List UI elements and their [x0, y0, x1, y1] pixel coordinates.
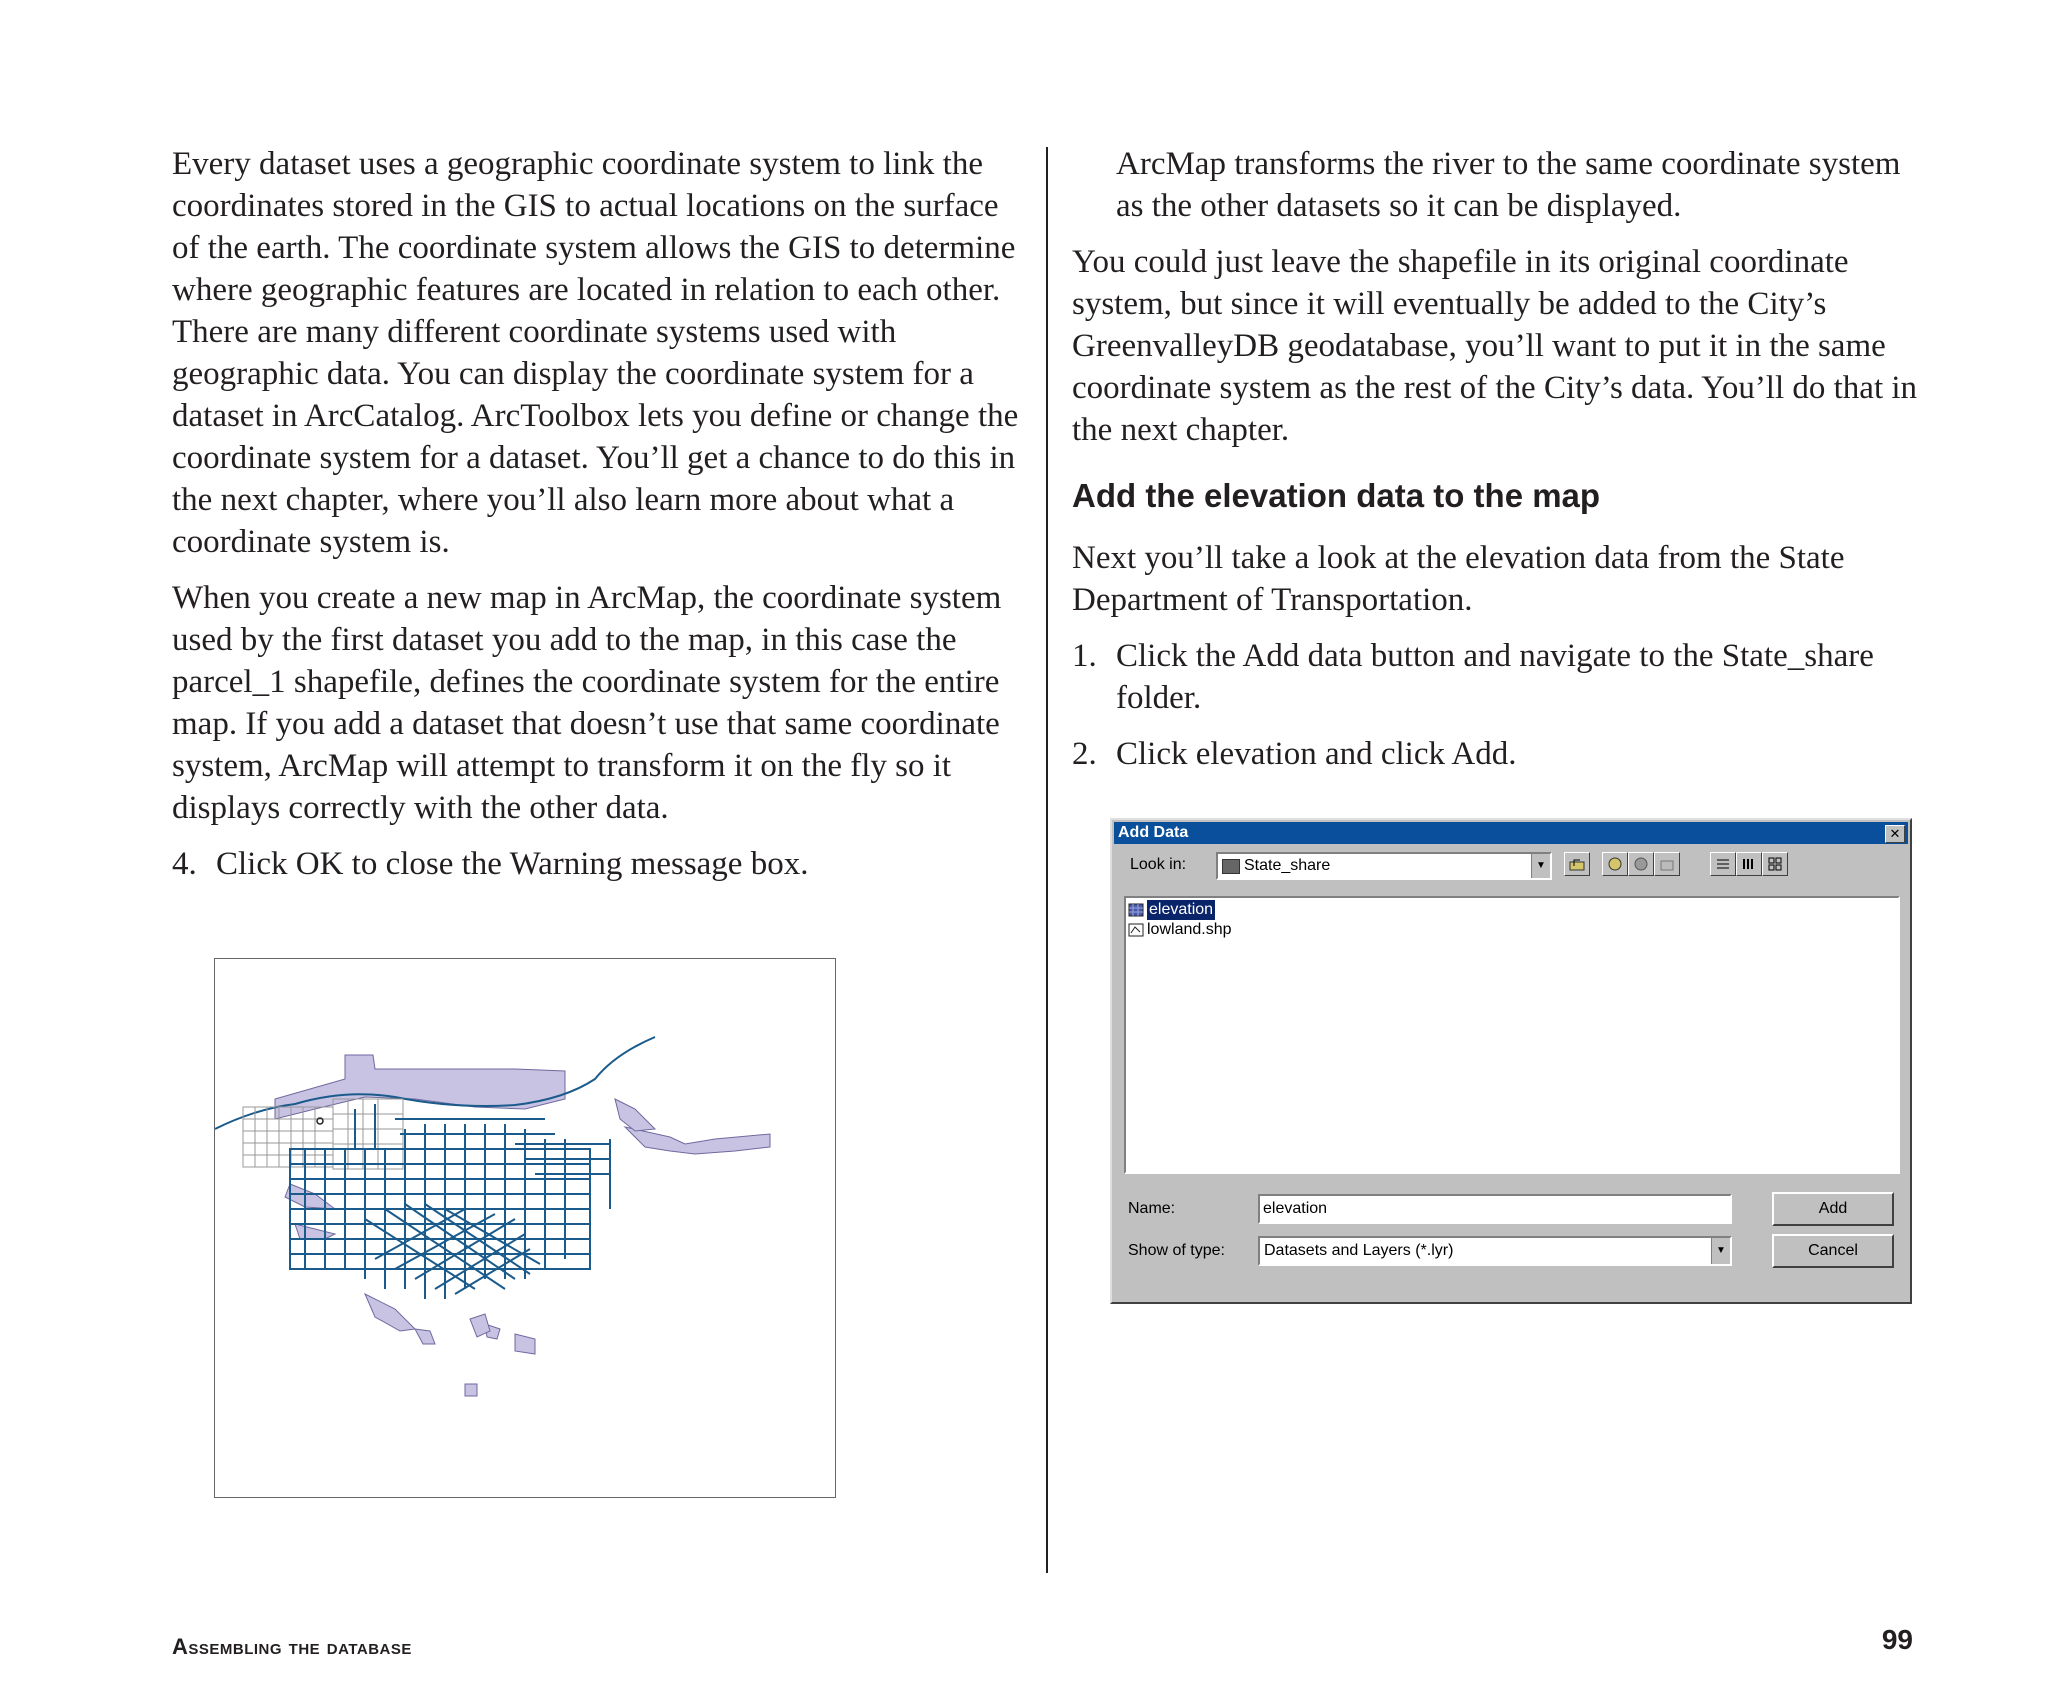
step-text: Click the Add data button and navigate to the State_share folder. — [1116, 638, 1874, 716]
shapefile-paragraph: You could just leave the shapefile in its original coordinate system, but since it will eventually be added to the City’s GreenvalleyDB geodatabase, you’ll want to put it in the same coordinate system as the rest of the City’s data. You’ll do that in the next chapter. — [1072, 244, 1918, 448]
thumbnail-view-icon — [1767, 857, 1783, 871]
column-divider — [1046, 147, 1048, 1573]
connect-icon — [1607, 857, 1623, 871]
dialog-title: Add Data — [1118, 824, 1189, 841]
right-column — [1072, 143, 1922, 775]
footer-section-title: Assembling the database — [172, 1634, 412, 1659]
page-number: 99 — [1881, 1624, 1913, 1655]
list-view-icon — [1715, 857, 1731, 871]
up-one-level-button[interactable] — [1564, 852, 1590, 876]
step-text: Click elevation and click Add. — [1116, 736, 1517, 772]
new-folder-icon — [1659, 857, 1675, 871]
disconnect-folder-button[interactable] — [1628, 852, 1654, 876]
dialog-titlebar — [1114, 822, 1908, 844]
look-in-combo[interactable] — [1216, 852, 1552, 880]
thumbnail-view-button[interactable] — [1762, 852, 1788, 876]
chevron-down-icon[interactable]: ▼ — [1711, 1238, 1730, 1264]
left-column — [172, 143, 1022, 885]
map-illustration — [215, 959, 835, 1497]
look-in-label: Look in: — [1130, 856, 1187, 873]
type-label: Show of type: — [1128, 1242, 1225, 1259]
new-folder-button[interactable] — [1654, 852, 1680, 876]
list-view-button[interactable] — [1710, 852, 1736, 876]
elevation-paragraph: Next you’ll take a look at the elevation data from the State Department of Transportation. — [1072, 540, 1845, 618]
file-list[interactable] — [1124, 896, 1900, 1174]
chevron-down-icon[interactable]: ▼ — [1531, 854, 1550, 878]
list-item[interactable] — [1128, 920, 1232, 940]
file-name: lowland.shp — [1147, 921, 1232, 938]
list-item[interactable] — [1128, 900, 1215, 920]
add-data-dialog — [1110, 818, 1912, 1304]
file-name: elevation — [1149, 901, 1214, 918]
cancel-button[interactable]: Cancel — [1772, 1234, 1894, 1268]
folder-icon — [1222, 859, 1240, 874]
map-figure — [214, 958, 836, 1498]
details-view-button[interactable] — [1736, 852, 1762, 876]
type-value: Datasets and Layers (*.lyr) — [1264, 1242, 1454, 1259]
look-in-value: State_share — [1244, 857, 1331, 874]
step-1 — [1072, 635, 1922, 719]
connect-folder-button[interactable] — [1602, 852, 1628, 876]
step-2 — [1072, 733, 1922, 775]
add-button[interactable]: Add — [1772, 1192, 1894, 1226]
coordinate-system-paragraph: Every dataset uses a geographic coordinate system to link the coordinates stored in the GIS to actual locations on the surface of the earth. The coordinate system allows the GIS to determine where geographic features are located in relation to each other. There are many different coordinate systems used with geographic data. You can display the coordinate system for a dataset in ArcCatalog. ArcToolbox lets you define or change the coordinate system for a dataset. You’ll get a chance to do this in the next chapter, where you’ll also learn more about what a coordinate system is. — [172, 146, 1019, 560]
disconnect-icon — [1633, 857, 1649, 871]
step-number: 2. — [1072, 736, 1097, 772]
close-button[interactable]: ✕ — [1885, 825, 1905, 843]
continued-step-text: ArcMap transforms the river to the same coordinate system as the other datasets so it can be displayed. — [1116, 146, 1901, 224]
shapefile-icon — [1128, 923, 1144, 937]
type-combo[interactable] — [1258, 1236, 1732, 1266]
name-field[interactable]: elevation — [1258, 1194, 1732, 1224]
step-4 — [172, 843, 1022, 885]
step-text: Click OK to close the Warning message box. — [216, 846, 809, 882]
step-number: 4. — [172, 846, 197, 882]
up-folder-icon — [1569, 857, 1585, 871]
details-view-icon — [1741, 857, 1757, 871]
section-heading: Add the elevation data to the map — [1072, 477, 1601, 514]
name-label: Name: — [1128, 1200, 1176, 1217]
new-map-paragraph: When you create a new map in ArcMap, the coordinate system used by the first dataset you add to the map, in this case the parcel_1 shapefile, defines the coordinate system for the entire map. If you add a dataset that doesn’t use that same coordinate system, ArcMap will attempt to transform it on the fly so it displays correctly with the other data. — [172, 580, 1002, 826]
step-number: 1. — [1072, 638, 1097, 674]
raster-icon — [1128, 903, 1144, 917]
